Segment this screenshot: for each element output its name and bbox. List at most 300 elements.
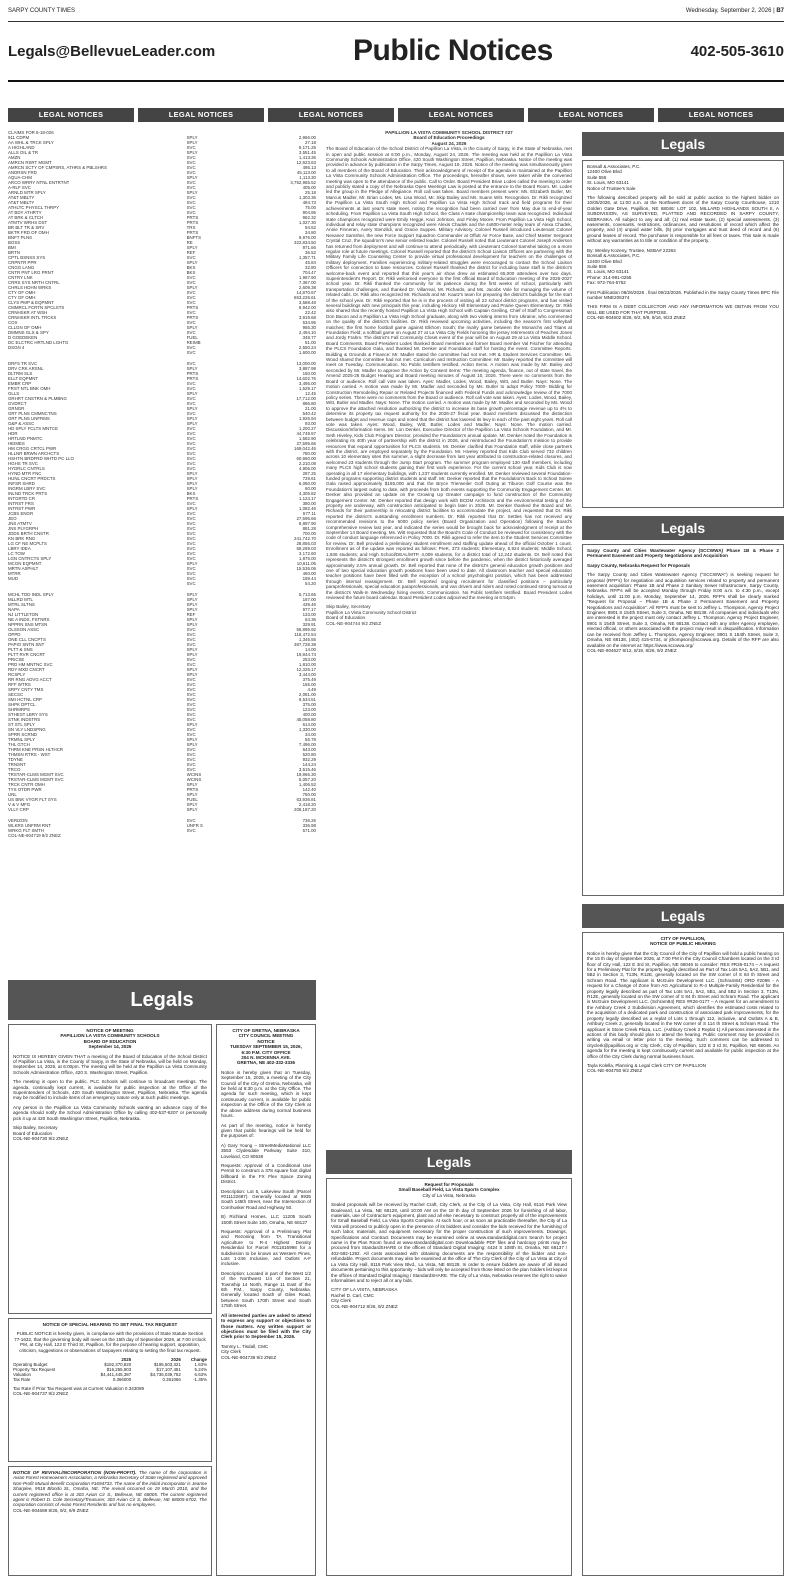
claim-type: RE (186, 240, 193, 245)
gretna-council-notice (216, 1024, 316, 1576)
claim-amount: 484.73 (302, 200, 316, 205)
claim-vendor: CTY OF OMH (8, 295, 36, 300)
claim-amount: 1,967.90 (298, 275, 316, 280)
tax-cell: $192,370,820 (104, 1362, 132, 1368)
page-number: B7 (776, 8, 784, 14)
claim-amount: 45,113.00 (296, 170, 316, 175)
claim-type: SVC (186, 280, 196, 285)
claim-amount: 133.00 (302, 612, 316, 617)
claim-type: SVC (186, 642, 196, 647)
claim-type: SPLY (186, 722, 198, 727)
claim-amount: 21.00 (305, 406, 316, 411)
claim-amount: 27,595.66 (296, 516, 316, 521)
claim-type: SPLY (186, 807, 198, 812)
hearing-title: NOTICE OF PUBLIC HEARING (650, 941, 716, 947)
claim-type: SPLY (186, 416, 198, 421)
claim-amount: 1,926.94 (298, 416, 316, 421)
claim-type: SVC (186, 576, 196, 581)
claim-amount: 17,712.00 (296, 396, 316, 401)
claim-vendor: VLLY CRP (8, 807, 29, 812)
proceedings-district: Papillion La Vista Community School District (326, 609, 417, 615)
claim-amount: 14,870.67 (296, 290, 316, 295)
claim-amount: 965.30 (302, 325, 316, 330)
header (8, 26, 784, 76)
gretna-clerk: Tammy L. Tisdall, CMC (221, 1343, 269, 1349)
claim-amount: 60,960.00 (296, 456, 316, 461)
claim-vendor: CPTL BSNSS SYS (8, 255, 46, 260)
claim-type: SPLY (186, 471, 198, 476)
claim-type: SVC (186, 345, 196, 350)
claim-type: SPLY (186, 802, 198, 807)
claim-type: SVC (186, 501, 196, 506)
meeting-paragraph-1: NOTICE IS HEREBY GIVEN THAT a meeting of the Board of Education of the School District of Papillion La Vista, in the County of Sarpy, in the State of Nebraska, will be held on Monday, September 14, 2026, at 6:00pm. The meeting will be held at the Papillion La Vista Community Schools Administration Office, 420 S. Washington Street, Papillion. (13, 1053, 207, 1075)
tax-cell: -1.35% (193, 1377, 207, 1383)
trustee-line: Suite 555 (587, 174, 607, 180)
claim-type: SVC (186, 170, 196, 175)
claim-amount: 7,496.00 (298, 742, 316, 747)
claim-amount: 19,844.74 (296, 652, 316, 657)
claim-amount: 3,551.45 (298, 150, 316, 155)
claim-vendor: ATHLTC PHYSCL THRPY (8, 205, 60, 210)
claim-vendor: ARNLD MTR SPLY (8, 190, 46, 195)
tax-footnote: Tax Rate if Prior Tax Request was at Current Valuation 0.343089 (13, 1386, 145, 1392)
claim-type: SVC (186, 757, 196, 762)
claim-type: SPLY (186, 421, 198, 426)
claim-type: SPLY (186, 592, 198, 597)
papillion-hearing-notice (582, 932, 784, 1576)
claim-type: PRTS (186, 215, 199, 220)
claim-type: SVC (186, 320, 196, 325)
claim-type: SVC (186, 762, 196, 767)
claim-type: SVC (186, 682, 196, 687)
meeting-board-sign: Board of Education (13, 1130, 53, 1136)
claim-type: PRTS (186, 220, 199, 225)
claim-amount: 700.00 (302, 531, 316, 536)
claim-amount: 253.00 (302, 657, 316, 662)
rfp-city: City of La Vista, Nebraska (422, 1192, 476, 1198)
legals-header: Legals (8, 980, 316, 1020)
claim-vendor: KN BRK RNG (8, 536, 36, 541)
claim-vendor: AT&T MBLTY (8, 195, 35, 200)
claim-amount: 653,226.61 (294, 295, 316, 300)
claim-amount: 287.25 (302, 471, 316, 476)
claim-type: SVC (186, 195, 196, 200)
claim-type: BKS (186, 270, 196, 275)
claim-vendor: JEO (8, 516, 17, 521)
claim-amount: 64.36 (305, 617, 316, 622)
claim-vendor: DMMNS GLS & SPY (8, 330, 49, 335)
claim-amount: 1,124.17 (298, 496, 316, 501)
revival-notice (8, 1466, 212, 1576)
proceedings-code: COL-NE-904744 9/2 ZNEZ (326, 620, 382, 626)
claim-type: SVC (186, 381, 196, 386)
trustee-body: The following described property will be sold at public auction to the highest bidder on 10/05/2026, at 11:00 a.m. at the Northwest doors of the Sarpy County Courthouse, 1210 Golden Gate Drive, Papillion, NE 68046: LOT 102, MILLARD HIGHLANDS SOUTH II, A SUBDIVISION, AS SURVEYED, PLATTED AND RECORDED IN SARPY COUNTY, NEBRASKA. All subject to any and all: (1) real estate taxes, (2) special assessments, (3) easements, covenants, restrictions, ordinances, and resolutions of record which affect the property, and (4) unpaid water bills, (5) prior mortgages and trust deed of record and (6) ground leases of record. The purchaser is responsible for all fees or taxes. This sale is made without any warranties as to title or condition of the property. (587, 195, 779, 244)
rfp-sign-city: CITY OF LA VISTA, NEBRASKA (331, 1287, 398, 1293)
claim-vendor: CNTR PNT LRG PRNT (8, 270, 54, 275)
claim-vendor: ARCO WRRY NTNL ENTRTNT (8, 180, 70, 185)
claim-vendor: DSGN 4 (8, 345, 25, 350)
tax-cell: $4,736,039,762 (150, 1372, 181, 1378)
claim-vendor: LC TOW (8, 551, 25, 556)
claim-type: SVC (186, 556, 196, 561)
claim-type: SVC (186, 396, 196, 401)
claim-type: SVC (186, 350, 196, 355)
claim-vendor: MCHL TDD INDL SPLY (8, 592, 54, 597)
page-title: Public Notices (353, 34, 553, 67)
claim-amount: 336.98 (302, 823, 316, 828)
tax-table (13, 1357, 207, 1382)
revival-code: COL-NE-904689 8/26, 9/2, 9/9 ZNEZ (13, 1507, 89, 1513)
section-label: LEGAL NOTICES (8, 108, 134, 122)
claim-amount: 387,728.38 (294, 642, 316, 647)
claim-vendor: NE A INDS, FSTNRS (8, 617, 50, 622)
gretna-p1: Notice is hereby given that on Tuesday, September 15, 2026, a meeting of the City Council of the City of Gretna, Nebraska, will be held at 6:30 p.m. at the City Office. The agenda for such meeting, which is kept continuously current, is available for public inspection at the Office of the City Clerk at the above address during normal business hours. (221, 1069, 311, 1119)
trustee-address-line: Suite 555 (587, 263, 607, 269)
claim-amount: 55.78 (305, 737, 316, 742)
claim-type: SPLY (186, 260, 198, 265)
claim-amount: 45.84 (305, 260, 316, 265)
claim-amount: 1,082.46 (298, 506, 316, 511)
claim-type: SVC (186, 386, 196, 391)
claim-amount: 460.00 (302, 571, 316, 576)
claim-amount: 729.61 (302, 476, 316, 481)
claim-amount: 3,515.46 (298, 767, 316, 772)
trustee-sale-notice (582, 160, 784, 508)
claim-type: SVC (186, 546, 196, 551)
claim-type: REIMB (186, 340, 201, 345)
claim-type: PRTS (186, 305, 199, 310)
claim-vendor: RFF WTRS (8, 682, 31, 687)
claim-amount: 1,529.17 (298, 386, 316, 391)
tax-header: Change (190, 1357, 207, 1363)
claim-vendor: THRM KNE PRSN HLTHCR (8, 747, 64, 752)
claim-vendor: JDDS BRTH CNSTR (8, 531, 49, 536)
rfp-sign-name: Rachel D. Carl, CMC (331, 1292, 374, 1298)
tax-cell: $4,441,445,387 (100, 1372, 132, 1378)
claim-vendor: CMMRCL FCRTN SPCLSTS (8, 305, 65, 310)
claim-type: PRTS (186, 496, 199, 501)
claim-vendor: AMRCN RSRT MGMT (8, 160, 52, 165)
claim-type: SVC (186, 581, 196, 586)
claim-type: SPLY (186, 617, 198, 622)
meeting-code: COL-NE-904730 9/2 ZNEZ (13, 1135, 69, 1141)
claim-vendor: WLKRS UNFRM RNT (8, 823, 51, 828)
claim-type: UNFR S (186, 823, 203, 828)
claim-vendor: GRHRT CNSTRN & PLMBNG (8, 396, 67, 401)
claim-vendor: INGRM LBRY SVC (8, 486, 46, 491)
claim-vendor: SPRR SCRND (8, 732, 38, 737)
claim-vendor: ONE CLL CNCPTS (8, 637, 46, 642)
claim-vendor: A-RLF SVC (8, 185, 31, 190)
claim-amount: 75.00 (305, 205, 316, 210)
claim-vendor: RCSPLY (8, 672, 26, 677)
claim-type: SVC (186, 657, 196, 662)
claim-vendor: COX (8, 320, 18, 325)
claim-amount: 2,494.10 (298, 330, 316, 335)
claim-vendor: CHRLS HDHN WRKS (8, 285, 52, 290)
claim-amount: 4.49 (307, 687, 316, 692)
claim-type: BKS (186, 491, 196, 496)
claim-vendor: PRD HM MNTNC SVC (8, 662, 53, 667)
claim-type: SPLY (186, 325, 198, 330)
claim-amount: 3,752,965.52 (290, 180, 316, 185)
claim-amount: 520.80 (302, 752, 316, 757)
claim-amount: 3,172.60 (298, 551, 316, 556)
claim-type: SVC (186, 818, 196, 823)
section-label: LEGAL NOTICES (268, 108, 394, 122)
gretna-p5: Description: Lot 5, Lakeview South (Parcel #011122687). Generally located at 9935 South 145th Street, near the Intersection of Cornhusker Road and Highway 50. (221, 1188, 311, 1210)
gretna-p7: Requests: Approval of a Preliminary Plat and Rezoning from TA Transitional Agriculture to R-4 Highest Density Residential for Parcel #011816998 for a subdivision to be known as Western Pines, Lots 1-246 Inclusive, and Outlots A-F inclusive. (221, 1229, 311, 1267)
claim-vendor: D GOEDEKEN (8, 335, 38, 340)
claim-vendor: GVDRCT (8, 401, 27, 406)
claim-vendor: HUNL CNCRT PRDCTS (8, 476, 56, 481)
claim-amount: 142.40 (302, 787, 316, 792)
claim-amount: 27,595.66 (296, 441, 316, 446)
claim-vendor: TYS OTDR PWR (8, 787, 42, 792)
gretna-p6: B) Richland Homes, LLC 11205 South 150th Street Suite 100, Omaha, NE 68127 (221, 1214, 311, 1225)
claim-type: SVC (186, 727, 196, 732)
claim-type: SVC (186, 571, 196, 576)
trustee-line: St. Louis, MO 63141 (587, 180, 629, 186)
contact-email[interactable]: Legals@BellevueLeader.com (8, 42, 216, 60)
claim-vendor: ST STL SPLY (8, 722, 35, 727)
claim-amount: 32.80 (305, 265, 316, 270)
claim-amount: 1,027.30 (298, 220, 316, 225)
claim-type: SVC (186, 717, 196, 722)
trustee-header-lines (587, 164, 779, 191)
gretna-title-line: GRETNA, NE 402-332-3336 (236, 1060, 296, 1066)
claim-vendor: JCBS ENGR (8, 511, 34, 516)
claim-vendor: CLAIMS FOR 6-18-026 (8, 130, 54, 135)
trustee-line: Bonsall & Associates, P.C. (587, 164, 641, 169)
claim-type: SVC (186, 436, 196, 441)
claim-type: SVC (186, 536, 196, 541)
claim-type: PRTS (186, 371, 199, 376)
claim-type: SPLY (186, 622, 198, 627)
claim-type: FUEL (186, 797, 198, 802)
claim-type: SVC (186, 451, 196, 456)
claim-type: SPLY (186, 245, 198, 250)
claim-vendor: TRCK CNTR OMH (8, 782, 45, 787)
claim-amount: 118,472.54 (294, 632, 316, 637)
proceedings-board: Board of Education (326, 615, 366, 621)
claim-amount: 56,895.92 (296, 627, 316, 632)
claim-amount: 704.47 (302, 270, 316, 275)
claim-type: BKS (186, 265, 196, 270)
claim-vendor: THMSN RTRS - WST (8, 752, 51, 757)
claim-amount: 971.66 (302, 245, 316, 250)
claim-amount: 15,536.06 (296, 566, 316, 571)
claim-vendor: CRRS SYS NRTH CNTRL (8, 280, 60, 285)
claim-vendor: DRFS TR SVC (8, 361, 38, 366)
claim-vendor: CLYS PMP & EQPMNT (8, 300, 54, 305)
claim-vendor: BOSS (8, 240, 21, 245)
claim-vendor: JNS PLYGRPH (8, 526, 39, 531)
claim-amount: 12,923.63 (296, 160, 316, 165)
tax-header: 2025 (121, 1357, 132, 1363)
claim-amount: 534.95 (302, 320, 316, 325)
claim-type: SPLY (186, 366, 198, 371)
tax-cell: 0.361066 (162, 1377, 181, 1383)
claim-type: SPLY (186, 190, 198, 195)
claim-amount: 12.45 (305, 391, 316, 396)
claim-vendor: ALLS OIL & TR (8, 150, 39, 155)
sccwwa-subtitle: Sarpy County, Nebraska Request for Proposals (587, 562, 691, 568)
claim-amount: 750.00 (302, 792, 316, 797)
claim-vendor: HYND MTR FNC (8, 471, 42, 476)
claim-amount: 63,936.81 (296, 797, 316, 802)
claim-type: SVC (186, 275, 196, 280)
revival-title: NOTICE OF REVIVAL/INCORPORATION (NON-PROFIT). (13, 1470, 137, 1475)
tax-body: PUBLIC NOTICE is hereby given, in compliance with the provisions of State Statute Section 77-1632, that the governing body will meet on the 15th day of September 2026, at 7:00 o'clock PM, at City Hall, 122 E Third St, Papillion, for the purpose of hearing support, opposition, criticism, suggestions or observations of taxpayers relating to setting the final tax request. (14, 1331, 206, 1353)
claim-amount: 150.00 (302, 371, 316, 376)
claim-type: REF (186, 250, 196, 255)
claim-type: SVC (186, 145, 196, 150)
gretna-title-line: TUESDAY SEPTEMBER 15, 2026, (230, 1044, 302, 1050)
claim-type: SVC (186, 531, 196, 536)
sccwwa-notice (582, 544, 784, 896)
claim-amount: 540.42 (302, 411, 316, 416)
claim-amount: 577.11 (302, 511, 316, 516)
claim-type: SVC (186, 692, 196, 697)
claim-vendor: VERIZON (8, 818, 28, 823)
tax-cell: 6.63% (194, 1372, 207, 1378)
claim-type: SVC (186, 456, 196, 461)
claim-vendor: MTRR (8, 571, 21, 576)
tax-cell: Tax Rate (13, 1377, 31, 1383)
claim-type: SPLY (186, 175, 198, 180)
claim-vendor: CNTRY LNK (8, 275, 33, 280)
claim-amount: 5,713.65 (298, 592, 316, 597)
board-proceedings (326, 130, 572, 1142)
claim-row (8, 833, 316, 838)
claim-vendor: LGN CNTRCTS SPLY (8, 556, 52, 561)
claim-type: WCINS (186, 772, 202, 777)
claim-amount: 9,976.00 (298, 235, 316, 240)
tax-code: COL-NE-904737 9/2 ZNEZ (13, 1391, 69, 1397)
claim-vendor: INFSR SHRD (8, 481, 35, 486)
claim-type: SPLY (186, 150, 198, 155)
claim-type: SVC (186, 466, 196, 471)
claim-vendor: FRST NTL BNK OMH (8, 386, 51, 391)
rfp-code: COL-NE-904712 8/26, 9/2 ZNEZ (331, 1303, 398, 1309)
claim-amount: 36.52 (305, 250, 316, 255)
claim-amount: 34.00 (305, 732, 316, 737)
claim-vendor: AT BDY ATHRTY (8, 210, 42, 215)
claim-type: SVC (186, 446, 196, 451)
claim-amount: 3,495.00 (298, 381, 316, 386)
claim-type: SVC (186, 401, 196, 406)
claim-vendor: SHRMRPS (8, 707, 30, 712)
claim-type: SVC (186, 180, 196, 185)
claim-amount: 4,906.00 (298, 466, 316, 471)
claim-vendor: NJ LITTLETON (8, 612, 39, 617)
claim-amount: 904.95 (302, 210, 316, 215)
rfp-project: Small Baseball Field, La Vista Sports Complex (398, 1187, 500, 1193)
claim-type: SVC (186, 707, 196, 712)
claim-vendor: CRNHSKR INTL TRCKS (8, 315, 57, 320)
claim-type: PRTS (186, 315, 199, 320)
claim-vendor: HLLNR BRWN ARCHCTS (8, 451, 60, 456)
claim-type: SPLY (186, 506, 198, 511)
claim-vendor: PRICSE (8, 657, 25, 662)
claim-amount: 405.00 (302, 185, 316, 190)
gretna-p3: A) Gary Young – StreetMediaNational LLC 3553 Clydesdale Parkway Suite 310, Loveland, CO 80538 (221, 1142, 311, 1159)
claim-amount: 4,305.82 (298, 491, 316, 496)
gretna-title-block (221, 1028, 311, 1066)
claims-table (8, 130, 316, 355)
claim-vendor: AMZN (8, 155, 21, 160)
claim-vendor: EMBR CRP (8, 381, 32, 386)
claim-type: SVC (186, 637, 196, 642)
claim-type: SPLY (186, 140, 198, 145)
claim-type: SVC (186, 310, 196, 315)
claim-vendor: BRTN (8, 250, 20, 255)
claim-vendor: SHPK DPTCL (8, 702, 36, 707)
claim-amount: 44,749.57 (296, 431, 316, 436)
claim-amount: 1,413.36 (298, 155, 316, 160)
claim-vendor: ELLT EQPMNT (8, 376, 39, 381)
claim-amount: 3,444.00 (298, 672, 316, 677)
claim-vendor: PLTT & SNS (8, 647, 33, 652)
claim-vendor: COL-NE-904719 9/2 ZNEZ (8, 833, 61, 838)
claim-amount: 59,269.03 (296, 546, 316, 551)
claim-amount: 1,113.30 (299, 175, 316, 180)
claim-type: SVC (186, 155, 196, 160)
claim-vendor: GRT PLNS CMMNCTNS (8, 411, 57, 416)
trustee-line: Notice of Trustee's Sale (587, 185, 636, 191)
claim-amount: 5,057.20 (298, 777, 316, 782)
claim-vendor: UNL (8, 792, 17, 797)
tax-cell: 0.366000 (112, 1377, 132, 1383)
claim-type: SPLY (186, 481, 198, 486)
tax-hearing-notice (8, 1318, 212, 1462)
claim-type: SPLY (186, 135, 198, 140)
claim-amount: 614.00 (302, 722, 316, 727)
claim-amount: 13,000.00 (296, 361, 316, 366)
claim-type: SPLY (186, 476, 198, 481)
claim-type: WCINS (186, 777, 202, 782)
claim-type: SPLY (186, 737, 198, 742)
claim-type: SPLY (186, 742, 198, 747)
proceedings-subtitle: Board of Education Proceedings (413, 135, 485, 141)
meeting-date: September 14, 2026 (88, 1044, 132, 1050)
claim-amount: 780.00 (302, 451, 316, 456)
claim-vendor: INTRST FRS (8, 501, 34, 506)
claim-type: SPLY (186, 561, 198, 566)
claim-amount: 34.80 (305, 230, 316, 235)
claims-table (8, 818, 316, 838)
claim-amount: 643.00 (302, 747, 316, 752)
claim-amount: 375.00 (302, 702, 316, 707)
claim-vendor: AT&T MBLTY (8, 200, 35, 205)
hearing-city: CITY OF PAPILLION, (660, 936, 706, 941)
section-label: LEGAL NOTICES (528, 108, 654, 122)
claim-vendor: GLLS (8, 391, 20, 396)
claim-type: SVC (186, 205, 196, 210)
claim-vendor: CLLGN OF OMH (8, 325, 42, 330)
trustee-address-line: St. Louis, MO 63141 (587, 269, 629, 275)
claim-vendor: HRTLND PNMTC (8, 436, 43, 441)
claim-type: SVC (186, 732, 196, 737)
claim-vendor: CRPNTR PPR (8, 260, 37, 265)
claim-vendor: RDY MXD CNCRT (8, 667, 45, 672)
claim-type: SPLY (186, 597, 198, 602)
claim-vendor: NAPA (8, 607, 20, 612)
claim-amount: 60.00 (305, 486, 316, 491)
claim-amount: 571.00 (302, 828, 316, 833)
claim-amount: 322,834.50 (294, 240, 316, 245)
